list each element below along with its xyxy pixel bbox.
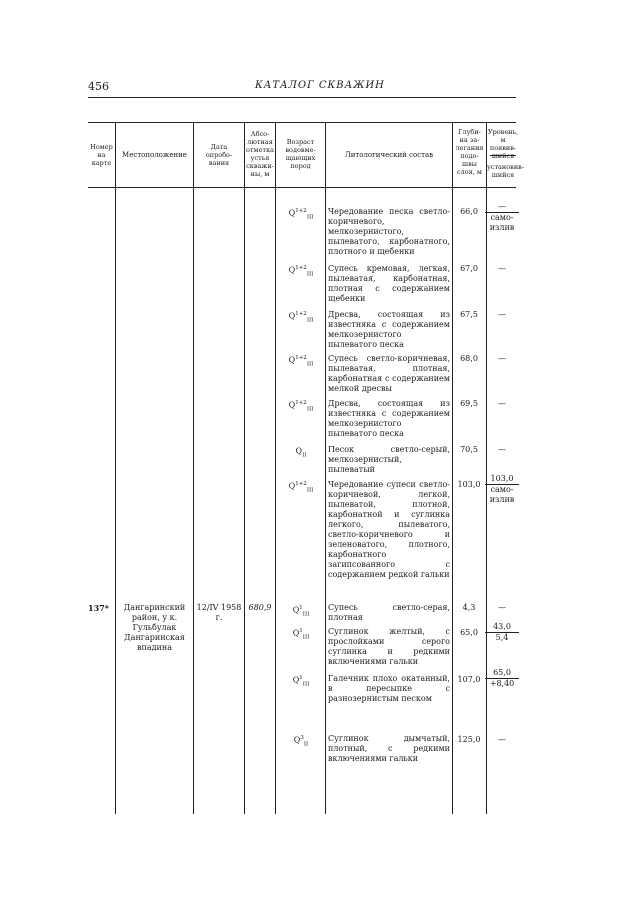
col-header-age [276, 138, 325, 170]
col-divider [244, 122, 245, 814]
col-divider [193, 122, 194, 814]
header-line: появив- [489, 144, 517, 152]
header-line: на [97, 151, 106, 159]
running-title: КАТАЛОГ СКВАЖИН [255, 80, 385, 91]
lithology-cell: Супесь кремовая, легкая, пылеватая, карбонатная, плотная с содержанием щебенки [328, 264, 450, 303]
level-cell: — [498, 310, 506, 319]
lithology-cell: Чередование песка светло-коричневого, мелкозернистого, пылеватого, карбонатного, плотного и щебенки [328, 207, 450, 256]
col-divider [115, 122, 116, 814]
level-cell: — [498, 399, 506, 408]
header-line: Дата [210, 143, 228, 151]
header-line: вания [208, 159, 230, 167]
header-line: лютная [247, 138, 273, 146]
age-cell: $Q^{1+2}_{III}$ [288, 265, 314, 278]
header-rule [88, 97, 516, 98]
header-line: слоя, м [457, 168, 482, 176]
level-cell: — [498, 735, 506, 744]
header-line: Литологический состав [344, 151, 434, 159]
depth-cell: 4,3 [462, 603, 476, 612]
depth-cell: 65,0 [460, 628, 478, 637]
depth-cell: 66,0 [460, 207, 478, 216]
level-cell: — [498, 603, 506, 612]
col-divider [325, 122, 326, 814]
col-header-number [88, 143, 115, 167]
header-line: опробо- [205, 151, 233, 159]
col-divider [275, 122, 276, 814]
header-line: скважи- [246, 162, 274, 170]
col-header-elevation [245, 130, 275, 178]
level-cell: $\frac{—}{\text{само-излив}}$ [484, 202, 520, 233]
lithology-cell: Суглинок дымчатый, плотный, с редкими включениями гальки [328, 734, 450, 763]
header-line: ны, м [250, 170, 270, 178]
header-line: щающих [285, 154, 316, 162]
age-cell: $Q^{1+2}_{III}$ [288, 481, 314, 494]
col-header-lithology [326, 151, 452, 159]
header-line: Уровень, м [487, 128, 519, 144]
age-cell: $Q_{II}$ [295, 446, 307, 459]
age-cell: $Q^3_{II}$ [293, 735, 309, 748]
lithology-cell: Дресва, состоящая из известняка с содержанием мелкозернистого пылеватого песка [328, 310, 450, 349]
header-line: Местоположение [122, 151, 187, 159]
header-line: на за- [459, 136, 480, 144]
header-line: отметка [246, 146, 274, 154]
depth-cell: 107,0 [457, 675, 481, 684]
col-header-location [116, 151, 193, 159]
depth-cell: 125,0 [457, 735, 481, 744]
depth-cell: 68,0 [460, 354, 478, 363]
depth-cell: 67,0 [460, 264, 478, 273]
header-line: пород [290, 162, 311, 170]
header-line: водовме- [285, 146, 316, 154]
header-line: Номер [90, 143, 113, 151]
col-divider [452, 122, 453, 814]
header-line: шийся [491, 152, 515, 160]
header-line: установив- [487, 163, 525, 171]
well-date: 12/IV 1958 г. [196, 603, 242, 622]
lithology-cell: Дресва, состоящая из известняка с содержанием мелкозернистого пылеватого песка [328, 399, 450, 438]
header-line: карте [91, 159, 112, 167]
depth-cell: 103,0 [457, 480, 481, 489]
page-number: 456 [88, 80, 109, 93]
age-cell: $Q^1_{III}$ [292, 628, 310, 641]
level-cell: — [498, 354, 506, 363]
header-line: швы [462, 160, 477, 168]
header-line: шийся [491, 171, 515, 179]
header-line: подо- [460, 152, 479, 160]
header-line: Возраст [286, 138, 315, 146]
level-cell: — [498, 445, 506, 454]
age-cell: $Q^{1+2}_{III}$ [288, 400, 314, 413]
level-cell: — [498, 264, 506, 273]
header-line: Абсо- [250, 130, 270, 138]
depth-cell: 67,5 [460, 310, 478, 319]
level-cell: $\frac{103,0}{\text{само-излив}}$ [484, 474, 520, 505]
lithology-cell: Супесь светло-серая, плотная [328, 603, 450, 622]
depth-cell: 70,5 [460, 445, 478, 454]
well-number: 137* [88, 603, 109, 613]
header-line: устья [250, 154, 270, 162]
age-cell: $Q^1_{III}$ [292, 605, 310, 618]
col-header-level [487, 128, 525, 179]
age-cell: $Q^{1+2}_{III}$ [288, 355, 314, 368]
age-cell: $Q^{1+2}_{III}$ [288, 311, 314, 324]
lithology-cell: Песок светло-серый, мелкозернистый, пылеватый [328, 445, 450, 474]
header-line: Глуби- [458, 128, 481, 136]
depth-cell: 69,5 [460, 399, 478, 408]
col-header-date [194, 143, 244, 167]
well-location: Дангаринский район, у к. Гульбулак Дангаринская впадина [123, 603, 186, 652]
header-line: легания [455, 144, 484, 152]
age-cell: $Q^1_{III}$ [292, 675, 310, 688]
level-cell: $\frac{43,0}{5,4}$ [484, 622, 520, 643]
level-cell: $\frac{65,0}{+8,40}$ [484, 668, 520, 689]
col-header-depth [453, 128, 486, 176]
lithology-cell: Галечник плохо окатанный, в пересыпке с разнозернистым песком [328, 674, 450, 703]
lithology-cell: Супесь светло-коричневая, пылеватая, плотная, карбонатная с содержанием мелкой дресвы [328, 354, 450, 393]
lithology-cell: Чередование супеси светло-коричневой, легкой, пылеватой, плотной, карбонатной и суглинка легкого, пылеватого, светло-коричневого и зеленоватого, плотного, карбонатного загипсованного с содержанием редкой гальки [328, 480, 450, 579]
well-elevation: 680,9 [248, 603, 272, 612]
age-cell: $Q^{1+2}_{III}$ [288, 208, 314, 221]
lithology-cell: Суглинок желтый, с прослойками серого суглинка и редкими включениями гальки [328, 627, 450, 666]
